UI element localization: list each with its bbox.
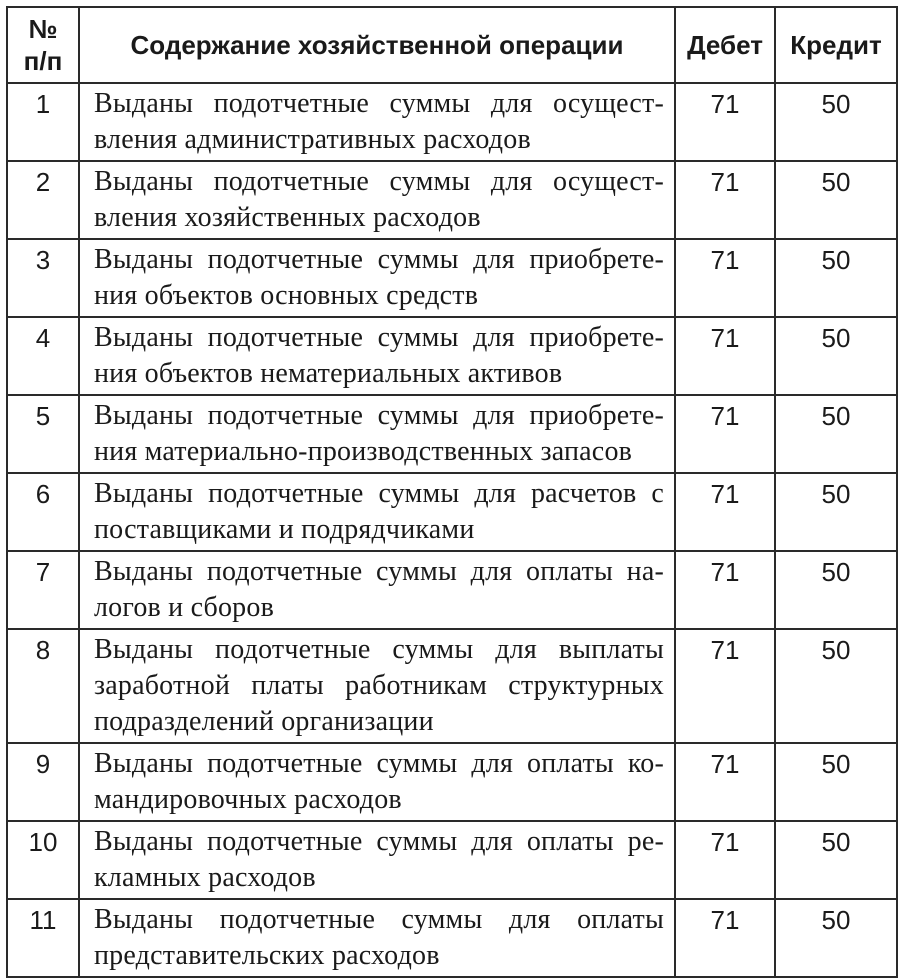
row-credit: 50 bbox=[775, 899, 897, 977]
row-number: 9 bbox=[7, 743, 79, 821]
row-credit: 50 bbox=[775, 395, 897, 473]
row-description: Выданы подотчетные суммы для оплаты ко-мандировочных расходов bbox=[79, 743, 675, 821]
row-debit: 71 bbox=[675, 821, 775, 899]
row-credit: 50 bbox=[775, 743, 897, 821]
row-number: 11 bbox=[7, 899, 79, 977]
row-description: Выданы подотчетные суммы для приобрете-ния объектов нематериальных активов bbox=[79, 317, 675, 395]
table-row bbox=[7, 473, 897, 551]
row-number: 1 bbox=[7, 83, 79, 161]
table-row bbox=[7, 629, 897, 743]
row-debit: 71 bbox=[675, 899, 775, 977]
table-row bbox=[7, 821, 897, 899]
table-row bbox=[7, 239, 897, 317]
row-debit: 71 bbox=[675, 551, 775, 629]
row-debit: 71 bbox=[675, 629, 775, 743]
row-number: 10 bbox=[7, 821, 79, 899]
row-debit: 71 bbox=[675, 395, 775, 473]
table-row bbox=[7, 161, 897, 239]
row-credit: 50 bbox=[775, 317, 897, 395]
row-credit: 50 bbox=[775, 239, 897, 317]
row-number: 7 bbox=[7, 551, 79, 629]
header-credit: Кредит bbox=[775, 7, 897, 83]
row-description: Выданы подотчетные суммы для приобрете-ния объектов основных средств bbox=[79, 239, 675, 317]
row-debit: 71 bbox=[675, 473, 775, 551]
table-row bbox=[7, 317, 897, 395]
row-debit: 71 bbox=[675, 83, 775, 161]
header-debit: Дебет bbox=[675, 7, 775, 83]
table-row bbox=[7, 899, 897, 977]
row-description: Выданы подотчетные суммы для оплаты ре-кламных расходов bbox=[79, 821, 675, 899]
header-description: Содержание хозяйственной операции bbox=[79, 7, 675, 83]
row-description: Выданы подотчетные суммы для осущест-вления административных расходов bbox=[79, 83, 675, 161]
operations-table bbox=[6, 6, 898, 978]
row-number: 5 bbox=[7, 395, 79, 473]
table-row bbox=[7, 551, 897, 629]
row-debit: 71 bbox=[675, 743, 775, 821]
table-header-row bbox=[7, 7, 897, 83]
row-debit: 71 bbox=[675, 239, 775, 317]
row-number: 8 bbox=[7, 629, 79, 743]
row-description: Выданы подотчетные суммы для выплаты заработной платы работникам структурных подразделений организации bbox=[79, 629, 675, 743]
row-credit: 50 bbox=[775, 551, 897, 629]
row-description: Выданы подотчетные суммы для оплаты представительских расходов bbox=[79, 899, 675, 977]
row-number: 2 bbox=[7, 161, 79, 239]
row-credit: 50 bbox=[775, 821, 897, 899]
row-description: Выданы подотчетные суммы для оплаты на-логов и сборов bbox=[79, 551, 675, 629]
row-credit: 50 bbox=[775, 83, 897, 161]
table-row bbox=[7, 395, 897, 473]
row-number: 3 bbox=[7, 239, 79, 317]
row-description: Выданы подотчетные суммы для осущест-вления хозяйственных расходов bbox=[79, 161, 675, 239]
row-debit: 71 bbox=[675, 161, 775, 239]
row-number: 6 bbox=[7, 473, 79, 551]
table-row bbox=[7, 83, 897, 161]
row-number: 4 bbox=[7, 317, 79, 395]
header-number: № п/п bbox=[7, 7, 79, 83]
row-debit: 71 bbox=[675, 317, 775, 395]
row-description: Выданы подотчетные суммы для расчетов с поставщиками и подрядчиками bbox=[79, 473, 675, 551]
row-credit: 50 bbox=[775, 161, 897, 239]
row-credit: 50 bbox=[775, 473, 897, 551]
row-credit: 50 bbox=[775, 629, 897, 743]
table-row bbox=[7, 743, 897, 821]
row-description: Выданы подотчетные суммы для приобрете-ния материально-производственных запасов bbox=[79, 395, 675, 473]
